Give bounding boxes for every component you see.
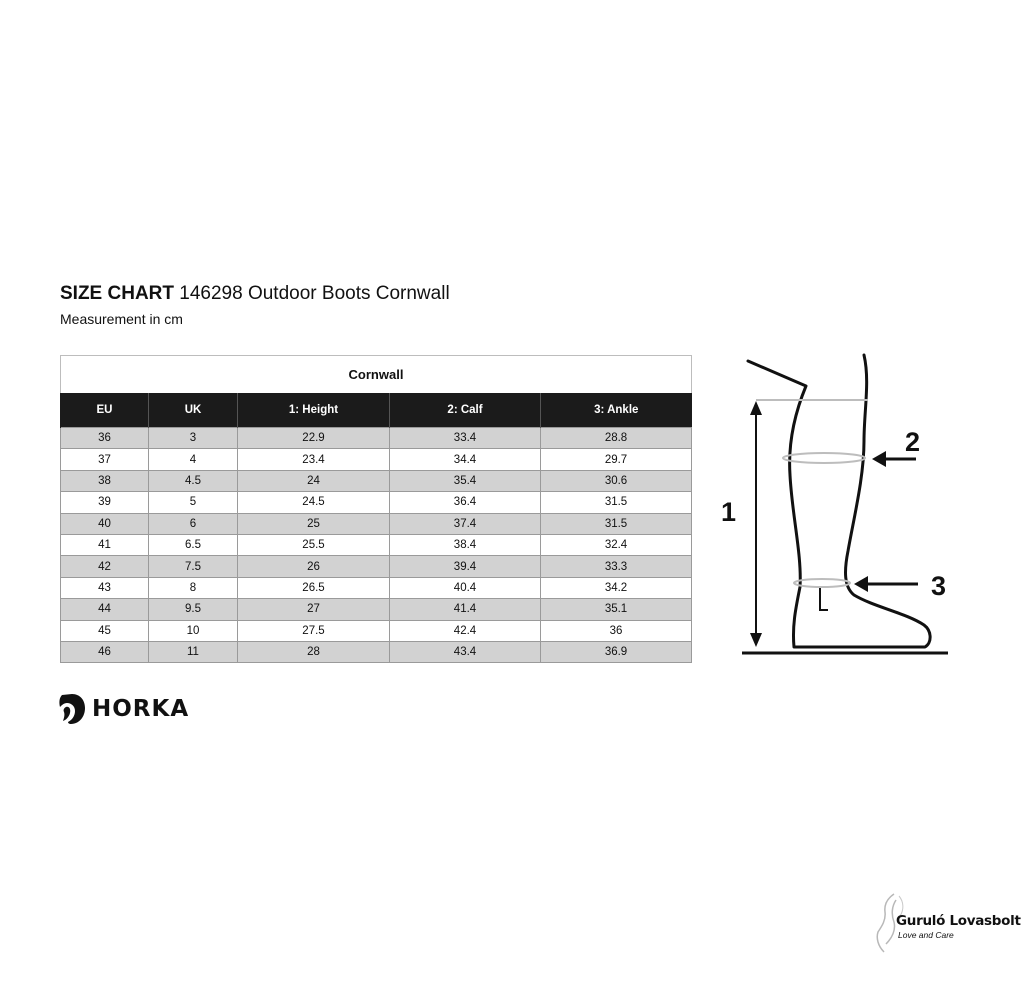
table-row [61, 577, 692, 598]
cell-eu: 45 [61, 620, 149, 641]
cell-height: 23.4 [238, 449, 390, 470]
table-row [61, 449, 692, 470]
cell-ankle: 31.5 [541, 513, 692, 534]
column-header-calf: 2: Calf [390, 393, 541, 428]
page-title [60, 283, 450, 305]
table-row [61, 599, 692, 620]
cell-height: 25.5 [238, 534, 390, 555]
cell-ankle: 31.5 [541, 492, 692, 513]
cell-eu: 40 [61, 513, 149, 534]
column-header-ankle: 3: Ankle [541, 393, 692, 428]
cell-height: 25 [238, 513, 390, 534]
cell-height: 28 [238, 641, 390, 662]
watermark-title: Guruló Lovasbolt [896, 913, 1021, 929]
horse-head-icon [58, 693, 86, 725]
table-row [61, 470, 692, 491]
cell-ankle: 29.7 [541, 449, 692, 470]
cell-eu: 46 [61, 641, 149, 662]
cell-calf: 35.4 [390, 470, 541, 491]
cell-ankle: 28.8 [541, 428, 692, 449]
cell-ankle: 35.1 [541, 599, 692, 620]
cell-eu: 38 [61, 470, 149, 491]
cell-height: 24.5 [238, 492, 390, 513]
cell-uk: 7.5 [149, 556, 238, 577]
cell-calf: 37.4 [390, 513, 541, 534]
leg-measurement-icon [720, 345, 960, 665]
cell-ankle: 34.2 [541, 577, 692, 598]
cell-calf: 33.4 [390, 428, 541, 449]
cell-height: 24 [238, 470, 390, 491]
table-caption: Cornwall [61, 356, 692, 394]
table-row [61, 534, 692, 555]
cell-uk: 10 [149, 620, 238, 641]
brand-name: HORKA [92, 696, 190, 722]
table-row [61, 492, 692, 513]
cell-eu: 44 [61, 599, 149, 620]
cell-eu: 36 [61, 428, 149, 449]
column-header-height: 1: Height [238, 393, 390, 428]
label-ankle: 3 [931, 571, 947, 601]
table-row [61, 641, 692, 662]
cell-height: 26 [238, 556, 390, 577]
cell-eu: 42 [61, 556, 149, 577]
cell-eu: 39 [61, 492, 149, 513]
cell-uk: 9.5 [149, 599, 238, 620]
size-table-container [60, 355, 691, 663]
cell-calf: 41.4 [390, 599, 541, 620]
cell-ankle: 33.3 [541, 556, 692, 577]
cell-uk: 6.5 [149, 534, 238, 555]
cell-uk: 11 [149, 641, 238, 662]
cell-calf: 42.4 [390, 620, 541, 641]
cell-ankle: 30.6 [541, 470, 692, 491]
cell-calf: 34.4 [390, 449, 541, 470]
cell-uk: 4.5 [149, 470, 238, 491]
label-height: 1 [721, 497, 737, 527]
cell-height: 22.9 [238, 428, 390, 449]
cell-calf: 38.4 [390, 534, 541, 555]
title-bold: SIZE CHART [60, 283, 174, 304]
table-row [61, 428, 692, 449]
cell-uk: 8 [149, 577, 238, 598]
table-row [61, 513, 692, 534]
cell-uk: 4 [149, 449, 238, 470]
cell-uk: 5 [149, 492, 238, 513]
cell-calf: 40.4 [390, 577, 541, 598]
cell-ankle: 32.4 [541, 534, 692, 555]
table-row [61, 556, 692, 577]
watermark-subtitle: Love and Care [898, 930, 954, 940]
table-header-row [61, 393, 692, 428]
cell-eu: 43 [61, 577, 149, 598]
page-subtitle: Measurement in cm [60, 311, 183, 327]
column-header-uk: UK [149, 393, 238, 428]
cell-calf: 43.4 [390, 641, 541, 662]
cell-height: 26.5 [238, 577, 390, 598]
cell-uk: 3 [149, 428, 238, 449]
title-product: 146298 Outdoor Boots Cornwall [174, 283, 450, 304]
table-row [61, 620, 692, 641]
cell-height: 27 [238, 599, 390, 620]
cell-height: 27.5 [238, 620, 390, 641]
cell-uk: 6 [149, 513, 238, 534]
cell-calf: 36.4 [390, 492, 541, 513]
size-table [60, 355, 692, 663]
label-calf: 2 [905, 427, 921, 457]
cell-calf: 39.4 [390, 556, 541, 577]
cell-ankle: 36.9 [541, 641, 692, 662]
cell-ankle: 36 [541, 620, 692, 641]
column-header-eu: EU [61, 393, 149, 428]
cell-eu: 41 [61, 534, 149, 555]
cell-eu: 37 [61, 449, 149, 470]
table-caption-row [61, 356, 692, 394]
horka-logo [58, 693, 189, 725]
watermark [872, 892, 1021, 952]
